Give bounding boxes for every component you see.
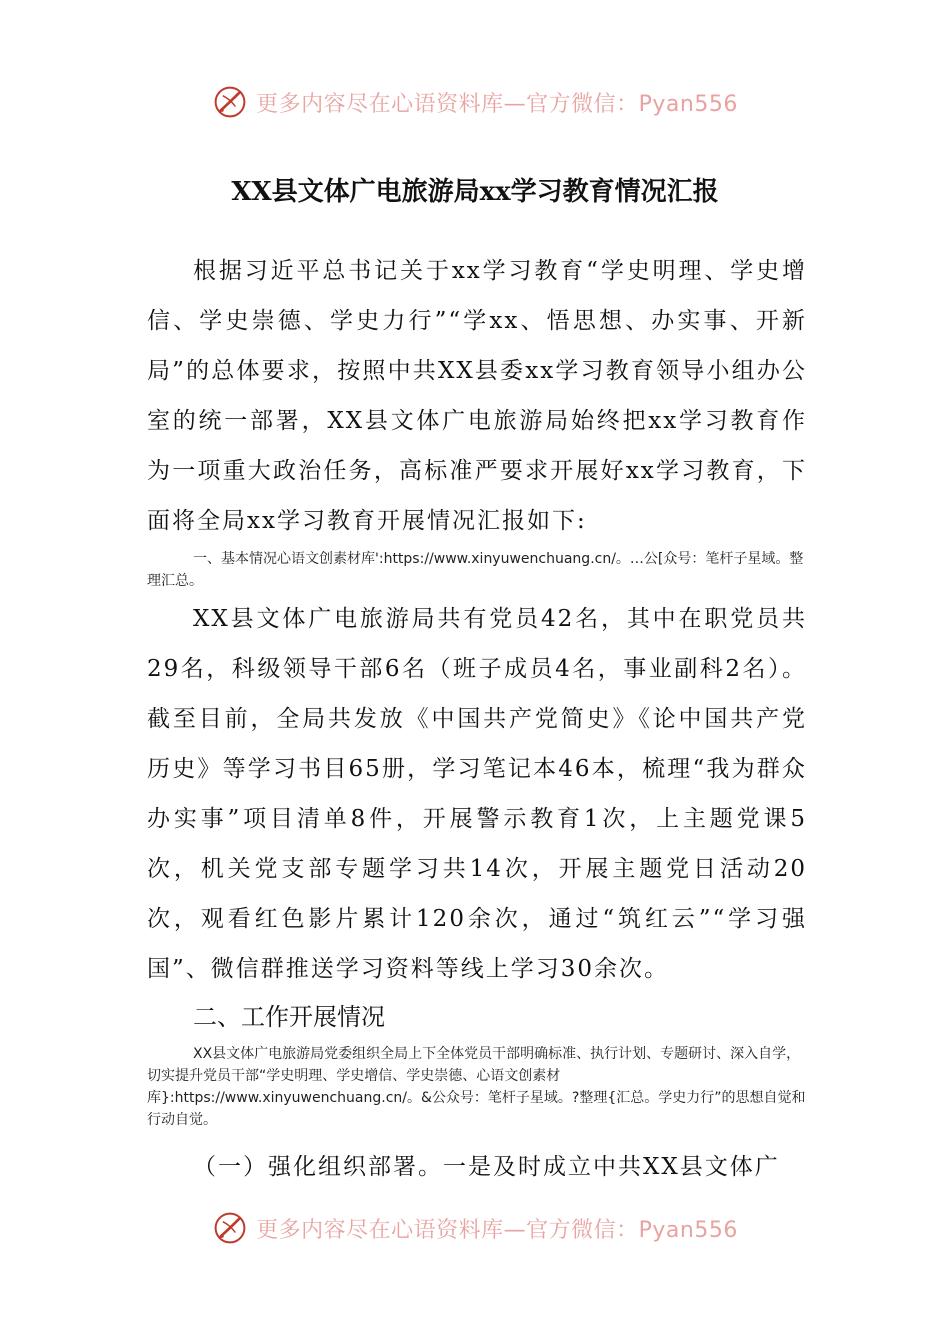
banner-text: 更多内容尽在心语资料库—官方微信：Pyan556 — [256, 1217, 738, 1243]
section-one-note: 一、基本情况心语文创素材库':https://www.xinyuwenchuang.cn/。…公[众号：笔杆子星域。整理汇总。 — [147, 551, 804, 589]
header-banner — [0, 82, 950, 122]
footer-banner — [0, 1208, 950, 1248]
basic-situation-paragraph: XX县文体广电旅游局共有党员42名，其中在职党员共29名，科级领导干部6名（班子成员4名，事业副科2名）。截至目前，全局共发放《中国共产党简史》《论中国共产党历史》等学习书目65册，学习笔记本46本，梳理“我为群众办实事”项目清单8件，开展警示教育1次，上主题党课5次，机关党支部专题学习共14次，开展主题党日活动20次，观看红色影片累计120余次，通过“筑红云”“学习强国”、微信群推送学习资料等线上学习30余次。 — [147, 606, 807, 982]
banner-text: 更多内容尽在心语资料库—官方微信：Pyan556 — [256, 91, 738, 117]
pen-logo-icon — [212, 1210, 248, 1246]
section-two-heading: 二、工作开展情况 — [193, 1003, 385, 1031]
pen-logo-icon — [212, 84, 248, 120]
section-two-note: XX县文体广电旅游局党委组织全局上下全体党员干部明确标准、执行计划、专题研讨、深入自学，切实提升党员干部“学史明理、学史增信、学史崇德、心语文创素材库}:https://www.xinyuwenchuang.cn/。&公众号：笔杆子星域。?整理{汇总。学史力行”的思想自觉和行动自觉。 — [147, 1046, 806, 1128]
intro-paragraph: 根据习近平总书记关于xx学习教育“学史明理、学史增信、学史崇德、学史力行”“学xx、悟思想、办实事、开新局”的总体要求，按照中共XX县委xx学习教育领导小组办公室的统一部署，XX县文体广电旅游局始终把xx学习教育作为一项重大政治任务，高标准严要求开展好xx学习教育，下面将全局xx学习教育开展情况汇报如下: — [147, 258, 807, 534]
document-title: XX县文体广电旅游局xx学习教育情况汇报 — [231, 177, 719, 207]
organization-paragraph: （一）强化组织部署。一是及时成立中共XX县文体广 — [193, 1154, 780, 1180]
